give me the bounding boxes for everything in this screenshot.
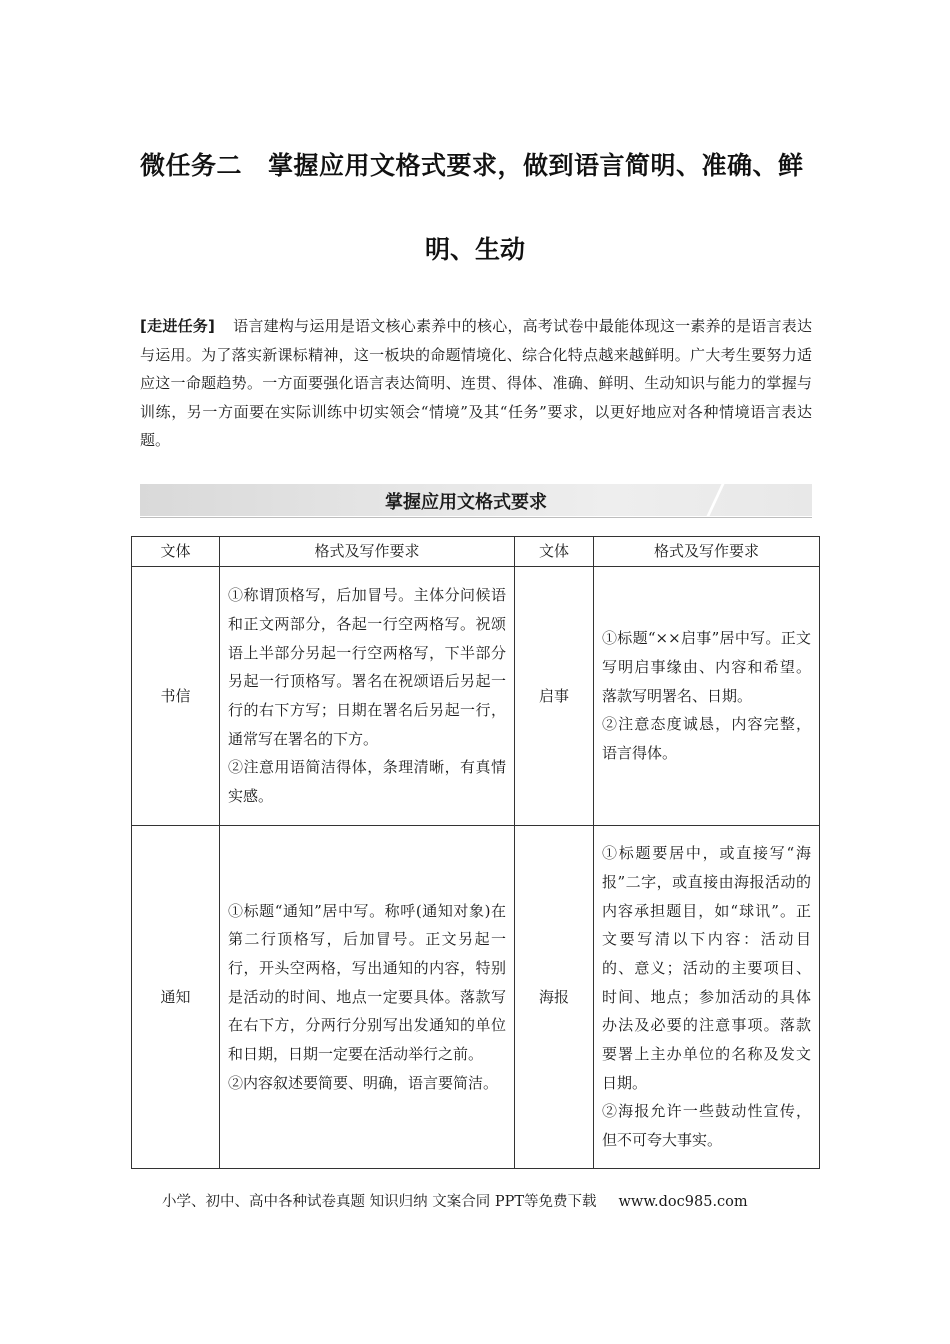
- table-row: [132, 567, 820, 826]
- intro-text: 语言建构与运用是语文核心素养中的核心，高考试卷中最能体现这一素养的是语言表达与运用。为了落实新课标精神，这一板块的命题情境化、综合化特点越来越鲜明。广大考生要努力适应这一命题趋势。一方面要强化语言表达简明、连贯、得体、准确、鲜明、生动知识与能力的掌握与训练，另一方面要在实际训练中切实领会“情境”及其“任务”要求，以更好地应对各种情境语言表达题。: [140, 317, 812, 449]
- header-cell-req-1: 格式及写作要求: [220, 537, 515, 567]
- header-cell-type-1: 文体: [132, 537, 220, 567]
- table-header-row: [132, 537, 820, 567]
- req-cell-letter: [220, 567, 515, 826]
- type-cell-announcement: 通知: [132, 826, 220, 1169]
- intro-tag: [走进任务]: [140, 317, 215, 335]
- footer-text: 小学、初中、高中各种试卷真题 知识归纳 文案合同 PPT等免费下载: [162, 1194, 597, 1210]
- page-title-line-1: [140, 146, 810, 182]
- format-requirements-table: [131, 536, 820, 1169]
- page-title-line-2: 明、生动: [424, 235, 525, 264]
- header-cell-req-2: 格式及写作要求: [594, 537, 820, 567]
- banner-title: 掌握应用文格式要求: [385, 492, 547, 513]
- type-cell-letter: 书信: [132, 567, 220, 826]
- banner-underline: [140, 517, 812, 518]
- table-row: [132, 826, 820, 1169]
- footer-url: www.doc985.com: [618, 1194, 748, 1210]
- req-point-2: ②海报允许一些鼓动性宣传，但不可夸大事实。: [602, 1102, 811, 1150]
- title-part-1: 微任务二: [140, 151, 243, 180]
- title-part-2: 掌握应用文格式要求，做到语言简明、准确、鲜: [268, 151, 804, 180]
- req-point-1: ①标题“××启事”居中写。正文写明启事缘由、内容和希望。落款写明署名、日期。: [602, 629, 811, 705]
- req-cell-poster: [594, 826, 820, 1169]
- type-cell-notice: 启事: [515, 567, 594, 826]
- page-footer: [162, 1190, 748, 1211]
- req-point-1: ①标题要居中，或直接写“海报”二字，或直接由海报活动的内容承担题目，如“球讯”。正文要写清以下内容：活动目的、意义；活动的主要项目、时间、地点；参加活动的具体办法及必要的注意事项。落款要署上主办单位的名称及发文日期。: [602, 844, 811, 1092]
- header-cell-type-2: 文体: [515, 537, 594, 567]
- req-point-1: ①称谓顶格写，后加冒号。主体分问候语和正文两部分，各起一行空两格写。祝颂语上半部分另起一行空两格写，下半部分另起一行顶格写。署名在祝颂语后另起一行的右下方写；日期在署名后另起一行，通常写在署名的下方。: [228, 586, 506, 748]
- intro-paragraph: [140, 312, 812, 455]
- section-banner: [140, 478, 812, 520]
- req-cell-notice: [594, 567, 820, 826]
- req-point-2: ②注意态度诚恳，内容完整，语言得体。: [602, 715, 811, 763]
- req-cell-announcement: [220, 826, 515, 1169]
- type-cell-poster: 海报: [515, 826, 594, 1169]
- req-point-2: ②内容叙述要简要、明确，语言要简洁。: [228, 1073, 499, 1092]
- req-point-2: ②注意用语简洁得体，条理清晰，有真情实感。: [228, 758, 506, 806]
- req-point-1: ①标题“通知”居中写。称呼(通知对象)在第二行顶格写，后加冒号。正文另起一行，开头空两格，写出通知的内容，特别是活动的时间、地点一定要具体。落款写在右下方，分两行分别写出发通知的单位和日期，日期一定要在活动举行之前。: [228, 901, 506, 1064]
